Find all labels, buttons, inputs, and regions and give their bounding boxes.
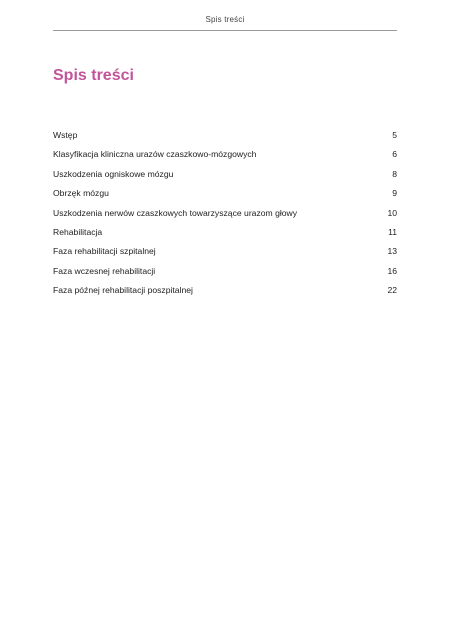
toc-entry-title: Obrzęk mózgu: [53, 188, 109, 199]
toc-entry-title: Rehabilitacja: [53, 226, 103, 237]
toc-entry-page: 11: [388, 226, 397, 237]
toc-entry-page: 9: [392, 188, 397, 199]
toc-entry-page: 10: [387, 207, 397, 218]
toc-entry-page: 6: [392, 149, 397, 160]
toc-entry[interactable]: [53, 285, 397, 304]
toc-entry-title: Wstęp: [53, 130, 78, 140]
toc-entry[interactable]: [53, 130, 397, 149]
toc-entry-page: 5: [392, 130, 397, 140]
toc-entry-title: Uszkodzenia ogniskowe mózgu: [53, 168, 174, 179]
running-header: Spis treści: [205, 15, 245, 24]
page-title: Spis treści: [53, 67, 134, 84]
toc-entry-title: Uszkodzenia nerwów czaszkowych towarzyszące urazom głowy: [53, 207, 298, 218]
toc-entry[interactable]: [53, 246, 397, 265]
toc-entry[interactable]: [53, 208, 397, 227]
toc-entry-title: Faza rehabilitacji szpitalnej: [53, 246, 156, 257]
toc-entry[interactable]: [53, 188, 397, 207]
toc-entry-page: 13: [387, 246, 397, 257]
toc-entry-page: 16: [387, 265, 397, 276]
toc-entry-title: Faza wczesnej rehabilitacji: [53, 265, 156, 276]
toc-entry-page: 8: [392, 168, 397, 179]
toc-entry-title: Klasyfikacja kliniczna urazów czaszkowo-mózgowych: [53, 149, 257, 160]
toc-entry-page: 22: [387, 285, 397, 296]
header-divider: [53, 30, 397, 31]
toc-entry[interactable]: [53, 149, 397, 168]
toc-entry-title: Faza późnej rehabilitacji poszpitalnej: [53, 285, 193, 296]
table-of-contents: [53, 130, 397, 305]
toc-entry[interactable]: [53, 266, 397, 285]
toc-entry[interactable]: [53, 169, 397, 188]
toc-entry[interactable]: [53, 227, 397, 246]
